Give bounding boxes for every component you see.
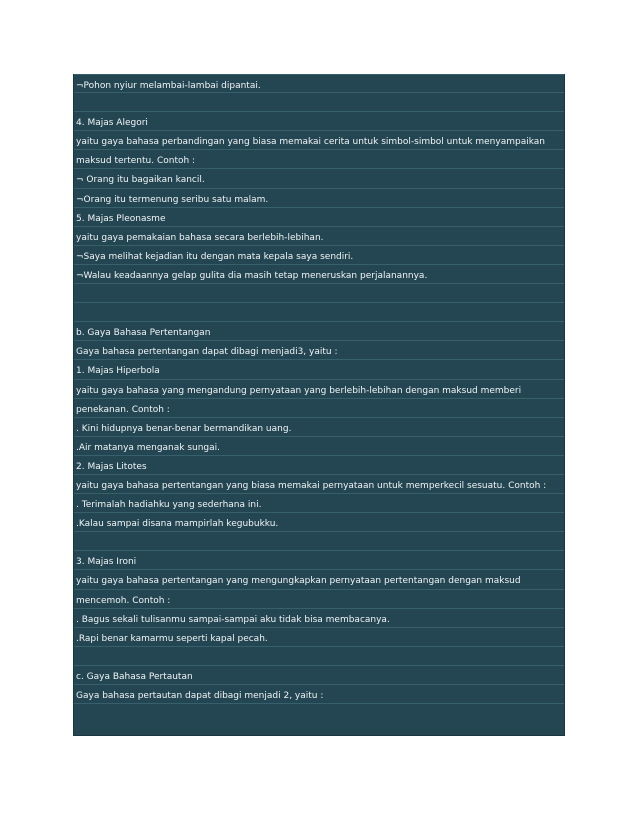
table-row bbox=[74, 284, 564, 303]
row-text: .Rapi benar kamarmu seperti kapal pecah. bbox=[76, 633, 268, 644]
row-text: .Air matanya menganak sungai. bbox=[76, 442, 221, 453]
row-text: mencemoh. Contoh : bbox=[76, 595, 171, 606]
table-row bbox=[74, 227, 564, 246]
table-row bbox=[74, 150, 564, 169]
table-row bbox=[74, 437, 564, 456]
document-table bbox=[73, 74, 565, 736]
table-row bbox=[74, 341, 564, 360]
table-row bbox=[74, 551, 564, 570]
row-text: . Kini hidupnya benar-benar bermandikan uang. bbox=[76, 423, 292, 434]
table-row bbox=[74, 380, 564, 399]
row-text: 3. Majas Ironi bbox=[76, 557, 137, 568]
table-row bbox=[74, 666, 564, 685]
table-row bbox=[74, 513, 564, 532]
row-text: ¬ Orang itu bagaikan kancil. bbox=[76, 175, 205, 186]
table-row bbox=[74, 456, 564, 475]
table-row bbox=[74, 265, 564, 284]
table-row bbox=[74, 475, 564, 494]
row-text: yaitu gaya bahasa pertentangan yang biasa memakai pernyataan untuk memperkecil sesuatu. Contoh : bbox=[76, 480, 547, 491]
row-text: yaitu gaya bahasa pertentangan yang mengungkapkan pernyataan pertentangan dengan maksud bbox=[76, 576, 521, 587]
row-text: . Bagus sekali tulisanmu sampai-sampai aku tidak bisa membacanya. bbox=[76, 614, 390, 625]
table-row bbox=[74, 169, 564, 188]
table-row bbox=[74, 322, 564, 341]
row-text: yaitu gaya bahasa yang mengandung pernyataan yang berlebih-lebihan dengan maksud memberi bbox=[76, 385, 522, 396]
row-text: c. Gaya Bahasa Pertautan bbox=[76, 671, 193, 682]
table-row bbox=[74, 74, 564, 93]
row-text: 4. Majas Alegori bbox=[76, 118, 148, 129]
table-row bbox=[74, 590, 564, 609]
table-row bbox=[74, 112, 564, 131]
table-row bbox=[74, 494, 564, 513]
table-row bbox=[74, 609, 564, 628]
table-row bbox=[74, 399, 564, 418]
row-text: 5. Majas Pleonasme bbox=[76, 213, 166, 224]
table-row bbox=[74, 685, 564, 704]
row-text: .Kalau sampai disana mampirlah kegubukku. bbox=[76, 519, 279, 530]
table-row bbox=[74, 93, 564, 112]
table-row bbox=[74, 246, 564, 265]
row-text: ¬Orang itu termenung seribu satu malam. bbox=[76, 194, 269, 205]
row-text: yaitu gaya pemakaian bahasa secara berlebih-lebihan. bbox=[76, 232, 324, 243]
row-text: ¬Saya melihat kejadian itu dengan mata kepala saya sendiri. bbox=[76, 251, 354, 262]
row-text: b. Gaya Bahasa Pertentangan bbox=[76, 328, 211, 339]
table-row bbox=[74, 418, 564, 437]
row-text: Gaya bahasa pertentangan dapat dibagi menjadi3, yaitu : bbox=[76, 347, 338, 358]
table-row bbox=[74, 647, 564, 666]
table-row bbox=[74, 303, 564, 322]
table-row bbox=[74, 570, 564, 589]
table-row bbox=[74, 360, 564, 379]
row-text: penekanan. Contoh : bbox=[76, 404, 170, 415]
row-text: . Terimalah hadiahku yang sederhana ini. bbox=[76, 500, 262, 511]
table-row bbox=[74, 532, 564, 551]
table-row bbox=[74, 131, 564, 150]
table-row bbox=[74, 189, 564, 208]
row-text: maksud tertentu. Contoh : bbox=[76, 156, 196, 167]
row-text: ¬Walau keadaannya gelap gulita dia masih tetap meneruskan perjalanannya. bbox=[76, 270, 428, 281]
row-text: ¬Pohon nyiur melambai-lambai dipantai. bbox=[76, 81, 261, 91]
row-text: 2. Majas Litotes bbox=[76, 461, 147, 472]
row-text: yaitu gaya bahasa perbandingan yang biasa memakai cerita untuk simbol-simbol untuk menyampaikan bbox=[76, 137, 545, 148]
row-text: Gaya bahasa pertautan dapat dibagi menjadi 2, yaitu : bbox=[76, 691, 324, 701]
table-row bbox=[74, 208, 564, 227]
row-text: 1. Majas Hiperbola bbox=[76, 366, 160, 377]
table-row bbox=[74, 628, 564, 647]
